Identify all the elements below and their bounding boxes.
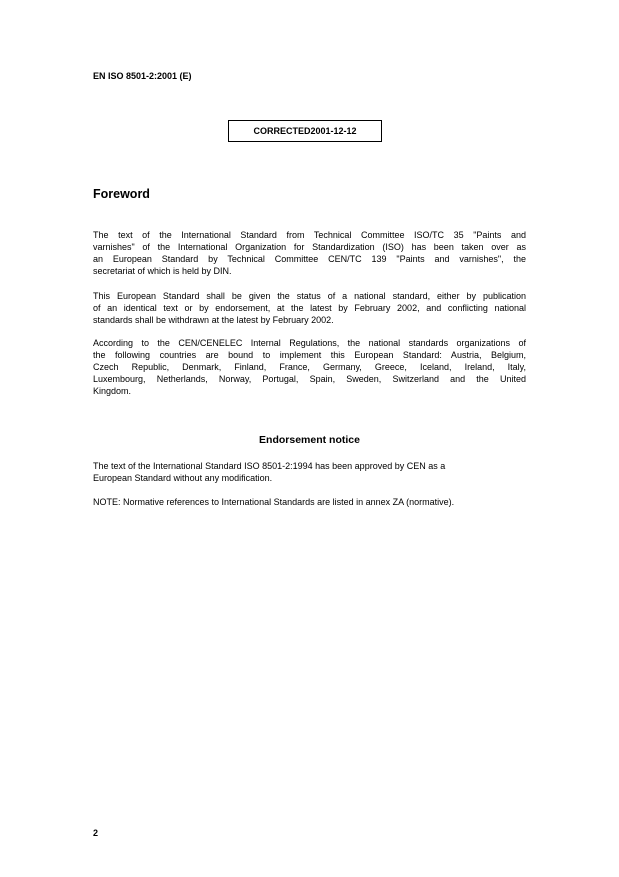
- text-line: of an identical text or by endorsement, at the latest by February 2002, and conflicting national: [93, 303, 526, 313]
- text-line: Czech Republic, Denmark, Finland, France, Germany, Greece, Iceland, Ireland, Italy,: [93, 362, 526, 372]
- text-line: Luxembourg, Netherlands, Norway, Portugal, Spain, Sweden, Switzerland and the United: [93, 374, 526, 384]
- text-line: the following countries are bound to implement this European Standard: Austria, Belgium,: [93, 350, 526, 360]
- text-line: European Standard without any modification.: [93, 473, 273, 483]
- endorsement-note: [93, 496, 526, 508]
- text-line: According to the CEN/CENELEC Internal Regulations, the national standards organizations of: [93, 338, 526, 348]
- document-id: EN ISO 8501-2:2001 (E): [93, 71, 192, 81]
- text-line: standards shall be withdrawn at the latest by February 2002.: [93, 315, 334, 325]
- text-line: an European Standard by Technical Committee CEN/TC 139 "Paints and varnishes", the: [93, 254, 526, 264]
- corrected-date: 2001-12-12: [310, 126, 357, 136]
- text-line: secretariat of which is held by DIN.: [93, 266, 232, 276]
- corrected-label: CORRECTED: [253, 126, 311, 136]
- foreword-paragraph-1: [93, 229, 526, 277]
- text-line: This European Standard shall be given the status of a national standard, either by publication: [93, 291, 526, 301]
- text-line: The text of the International Standard ISO 8501-2:1994 has been approved by CEN as a: [93, 461, 446, 471]
- foreword-paragraph-2: [93, 290, 526, 326]
- foreword-paragraph-3: [93, 337, 526, 397]
- endorsement-title: Endorsement notice: [259, 434, 360, 446]
- endorsement-paragraph: [93, 460, 526, 484]
- page-number: 2: [93, 828, 99, 838]
- text-line: NOTE: Normative references to International Standards are listed in annex ZA (normative).: [93, 497, 455, 507]
- corrected-stamp: [228, 120, 382, 142]
- text-line: varnishes" of the International Organization for Standardization (ISO) has been taken over as: [93, 242, 526, 252]
- text-line: The text of the International Standard from Technical Committee ISO/TC 35 "Paints and: [93, 230, 526, 240]
- text-line: Kingdom.: [93, 386, 132, 396]
- foreword-title: Foreword: [93, 187, 150, 201]
